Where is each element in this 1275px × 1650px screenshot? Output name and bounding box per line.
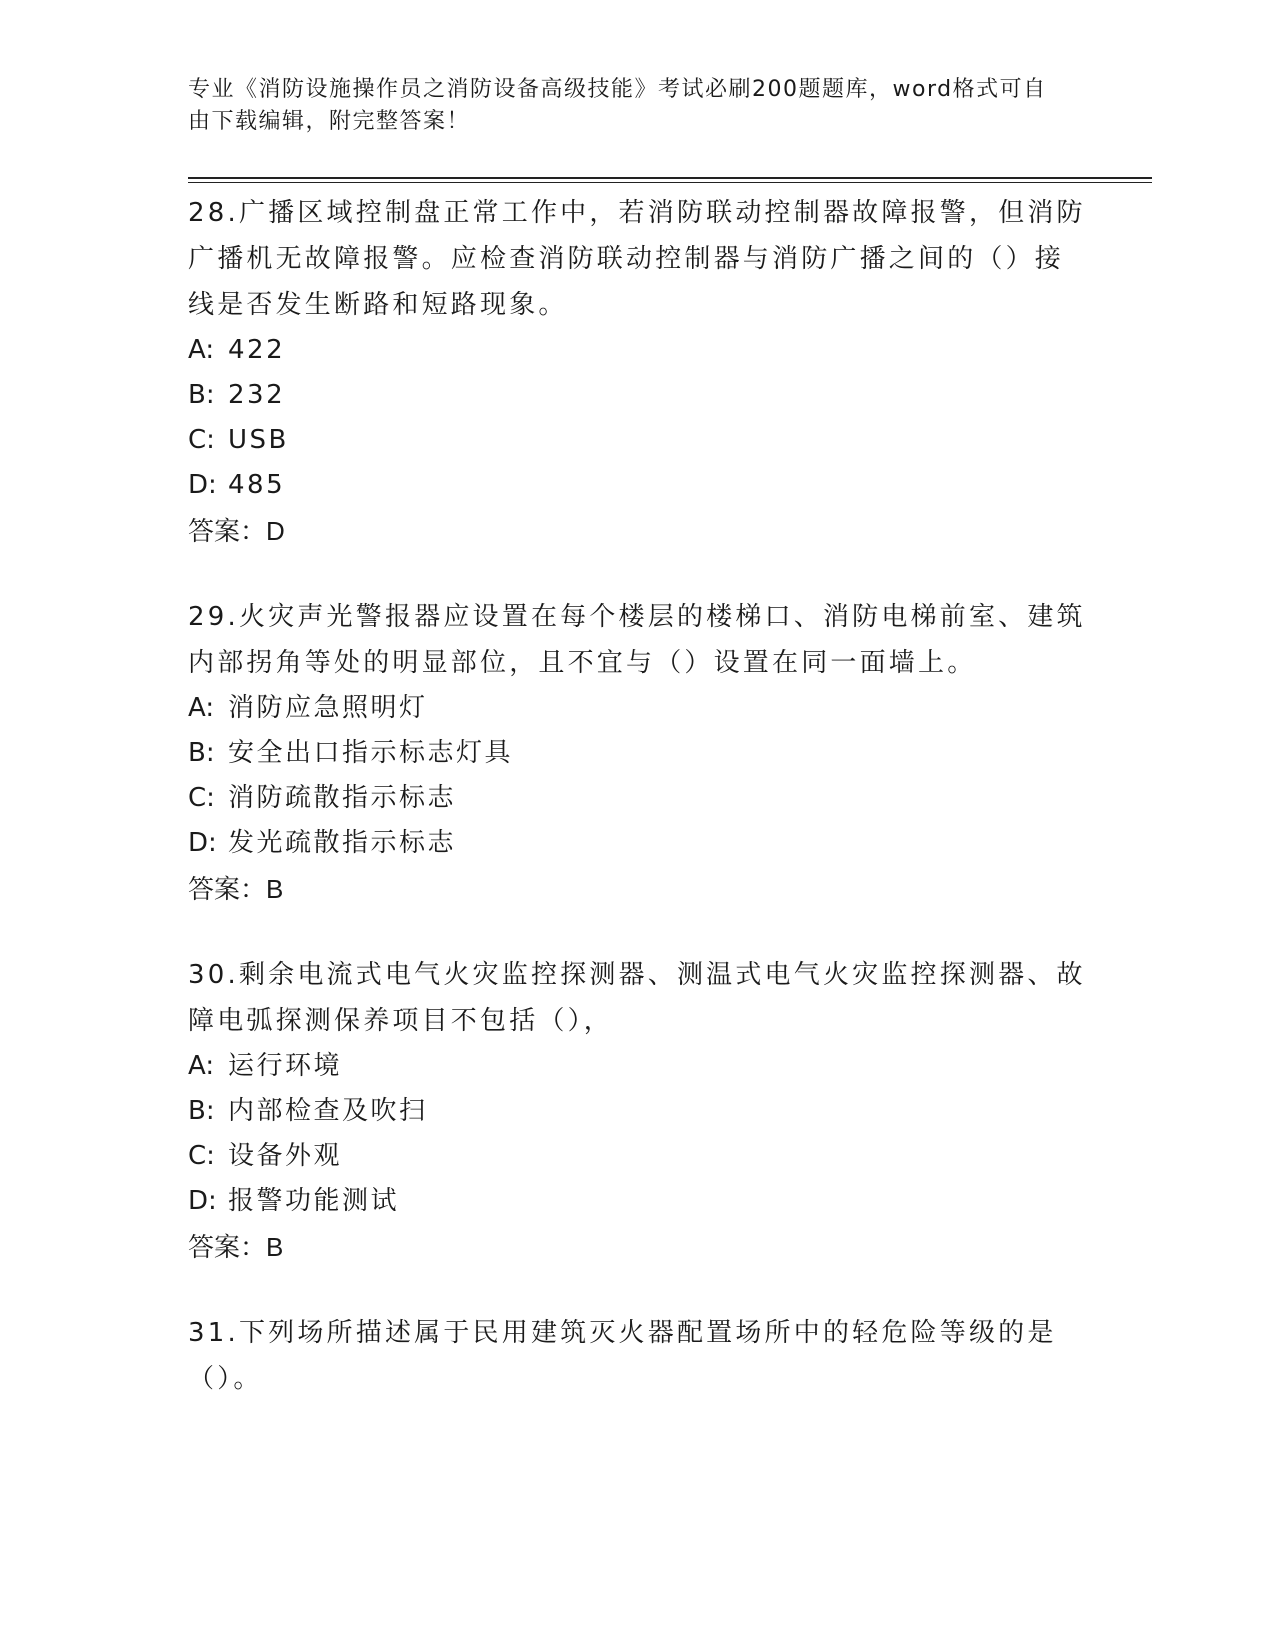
option-b [188,731,1088,776]
option-letter: A: [188,335,215,365]
option-b [188,373,1088,418]
option-letter: B: [188,738,215,768]
option-a [188,328,1088,373]
option-d [188,463,1088,508]
option-a [188,686,1088,731]
option-text: USB [228,425,289,455]
question-28 [188,190,1088,554]
option-letter: C: [188,1141,215,1171]
option-text: 485 [228,470,286,500]
header-divider-thin [188,182,1152,183]
option-letter: B: [188,1096,215,1126]
option-letter: D: [188,1186,217,1216]
question-stem: 31.下列场所描述属于民用建筑灭火器配置场所中的轻危险等级的是（）。 [188,1318,1057,1394]
question-stem: 28.广播区域控制盘正常工作中，若消防联动控制器故障报警，但消防广播机无故障报警。应检查消防联动控制器与消防广播之间的（）接线是否发生断路和短路现象。 [188,198,1086,320]
question-31 [188,1310,1088,1402]
option-a [188,1044,1088,1089]
option-letter: C: [188,425,215,455]
option-text: 内部检查及吹扫 [228,1096,428,1126]
option-d [188,1179,1088,1224]
question-list [188,190,1088,1442]
document-header: 专业《消防设施操作员之消防设备高级技能》考试必刷200题题库，word格式可自由下载编辑，附完整答案！ [188,77,1047,134]
option-c [188,776,1088,821]
answer-label: 答案：B [188,874,284,904]
option-text: 232 [228,380,286,410]
option-text: 安全出口指示标志灯具 [228,738,514,768]
option-b [188,1089,1088,1134]
option-letter: A: [188,693,215,723]
option-text: 消防疏散指示标志 [228,783,457,813]
question-stem: 30.剩余电流式电气火灾监控探测器、测温式电气火灾监控探测器、故障电弧探测保养项目不包括（）， [188,960,1086,1036]
option-text: 消防应急照明灯 [228,693,428,723]
option-letter: D: [188,470,217,500]
question-stem: 29.火灾声光警报器应设置在每个楼层的楼梯口、消防电梯前室、建筑内部拐角等处的明显部位，且不宜与（）设置在同一面墙上。 [188,602,1086,678]
option-text: 422 [228,335,286,365]
header-divider-thick [188,177,1152,179]
option-text: 报警功能测试 [228,1186,400,1216]
option-letter: B: [188,380,215,410]
option-c [188,418,1088,463]
option-letter: D: [188,828,217,858]
option-letter: A: [188,1051,215,1081]
answer-label: 答案：D [188,516,285,546]
question-30 [188,952,1088,1270]
option-text: 发光疏散指示标志 [228,828,457,858]
question-29 [188,594,1088,912]
option-text: 设备外观 [228,1141,343,1171]
answer-label: 答案：B [188,1232,284,1262]
option-text: 运行环境 [228,1051,343,1081]
option-c [188,1134,1088,1179]
option-d [188,821,1088,866]
option-letter: C: [188,783,215,813]
